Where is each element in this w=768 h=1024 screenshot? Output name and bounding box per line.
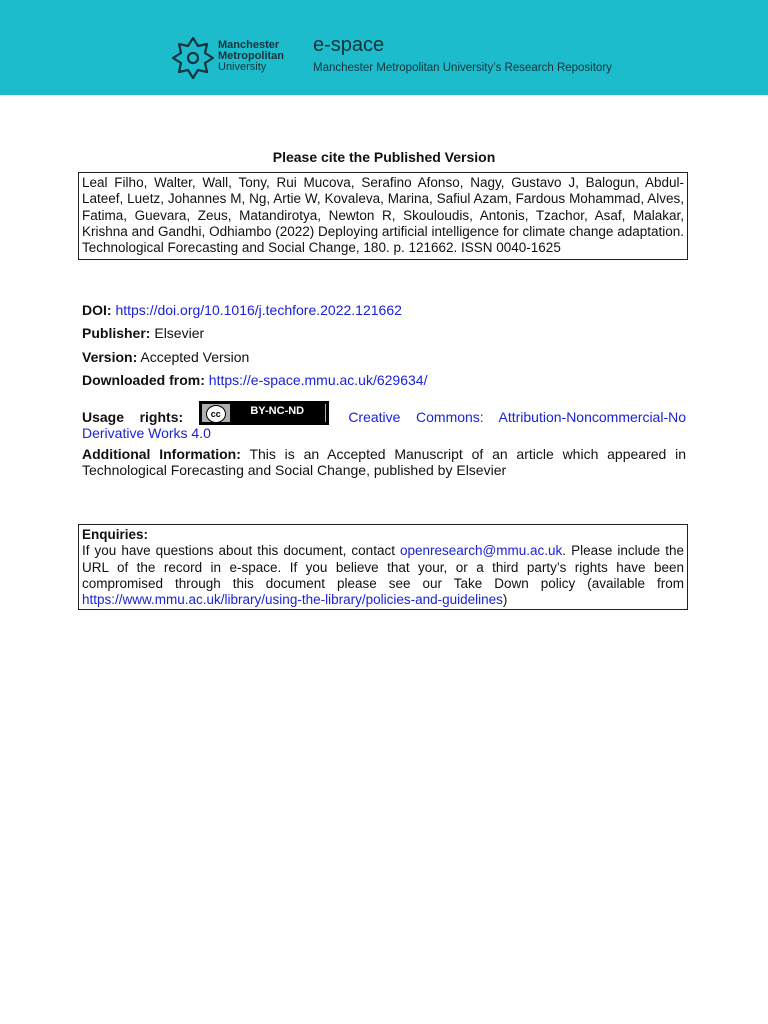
header-banner: [0, 0, 768, 95]
repository-title: e-space: [313, 34, 385, 56]
enquiries-box: [78, 524, 688, 610]
cc-badge-text: BY-NC-ND: [230, 404, 325, 422]
doi-label: DOI:: [82, 302, 112, 318]
enquiries-email-link[interactable]: openresearch@mmu.ac.uk: [400, 543, 563, 559]
usage-rights-row: [82, 401, 686, 441]
enquiries-text-end: ): [502, 592, 508, 608]
takedown-policy-link[interactable]: https://www.mmu.ac.uk/library/using-the-library/policies-and-guidelines: [82, 592, 503, 608]
university-name-line2: Metropolitan: [218, 50, 284, 62]
doi-row: [82, 302, 686, 318]
cc-icon: cc: [206, 405, 226, 423]
university-name: [218, 40, 284, 73]
version-value: Accepted Version: [140, 349, 250, 365]
enquiries-text-before: If you have questions about this document, contact: [82, 543, 395, 559]
additional-info-label: Additional Information:: [82, 446, 241, 462]
publisher-label: Publisher:: [82, 325, 151, 341]
downloaded-row: [82, 372, 686, 388]
university-name-line3: University: [218, 61, 267, 73]
additional-info-value: This is an Accepted Manuscript of an article which appeared in Technological Forecasting and Social Change, published by Elsevier: [82, 446, 687, 478]
university-name-line1: Manchester: [218, 39, 280, 51]
publisher-value: Elsevier: [154, 325, 205, 341]
enquiries-text-after: . Please include the URL of the record in e-space. If you believe that your, or a third party’s rights have been compromised through this document please see our Take Down policy (available from: [82, 543, 684, 591]
license-link[interactable]: Creative Commons: Attribution-Noncommercial-No Derivative Works 4.0: [82, 409, 687, 441]
university-logo-icon: [170, 35, 216, 81]
downloaded-label: Downloaded from:: [82, 372, 205, 388]
usage-rights-label: Usage rights:: [82, 409, 184, 425]
publisher-row: [82, 325, 686, 341]
cc-license-badge[interactable]: [199, 401, 329, 425]
version-row: [82, 349, 686, 365]
doi-link[interactable]: https://doi.org/10.1016/j.techfore.2022.121662: [115, 302, 402, 318]
citation-text: Leal Filho, Walter, Wall, Tony, Rui Mucova, Serafino Afonso, Nagy, Gustavo J, Balogun, Abdul-Lateef, Luetz, Johannes M, Ng, Artie W, Kovaleva, Marina, Safiul Azam, Fardous Mohammad, Alves, Fatima, Guevara, Zeus, Matandirotya, Newton R, Skouloudis, Antonis, Tzachor, Asaf, Malakar, Krishna and Gandhi, Odhiambo (2022) Deploying artificial intelligence for climate change adaptation. Technological Forecasting and Social Change, 180. p. 121662. ISSN 0040-1625: [82, 175, 684, 256]
enquiries-label: Enquiries:: [82, 527, 149, 542]
citation-box: [78, 172, 688, 260]
additional-info-row: [82, 446, 686, 478]
version-label: Version:: [82, 349, 138, 365]
repository-subtitle: Manchester Metropolitan University’s Research Repository: [313, 62, 612, 74]
downloaded-link[interactable]: https://e-space.mmu.ac.uk/629634/: [208, 372, 428, 388]
cite-heading: Please cite the Published Version: [272, 149, 496, 165]
